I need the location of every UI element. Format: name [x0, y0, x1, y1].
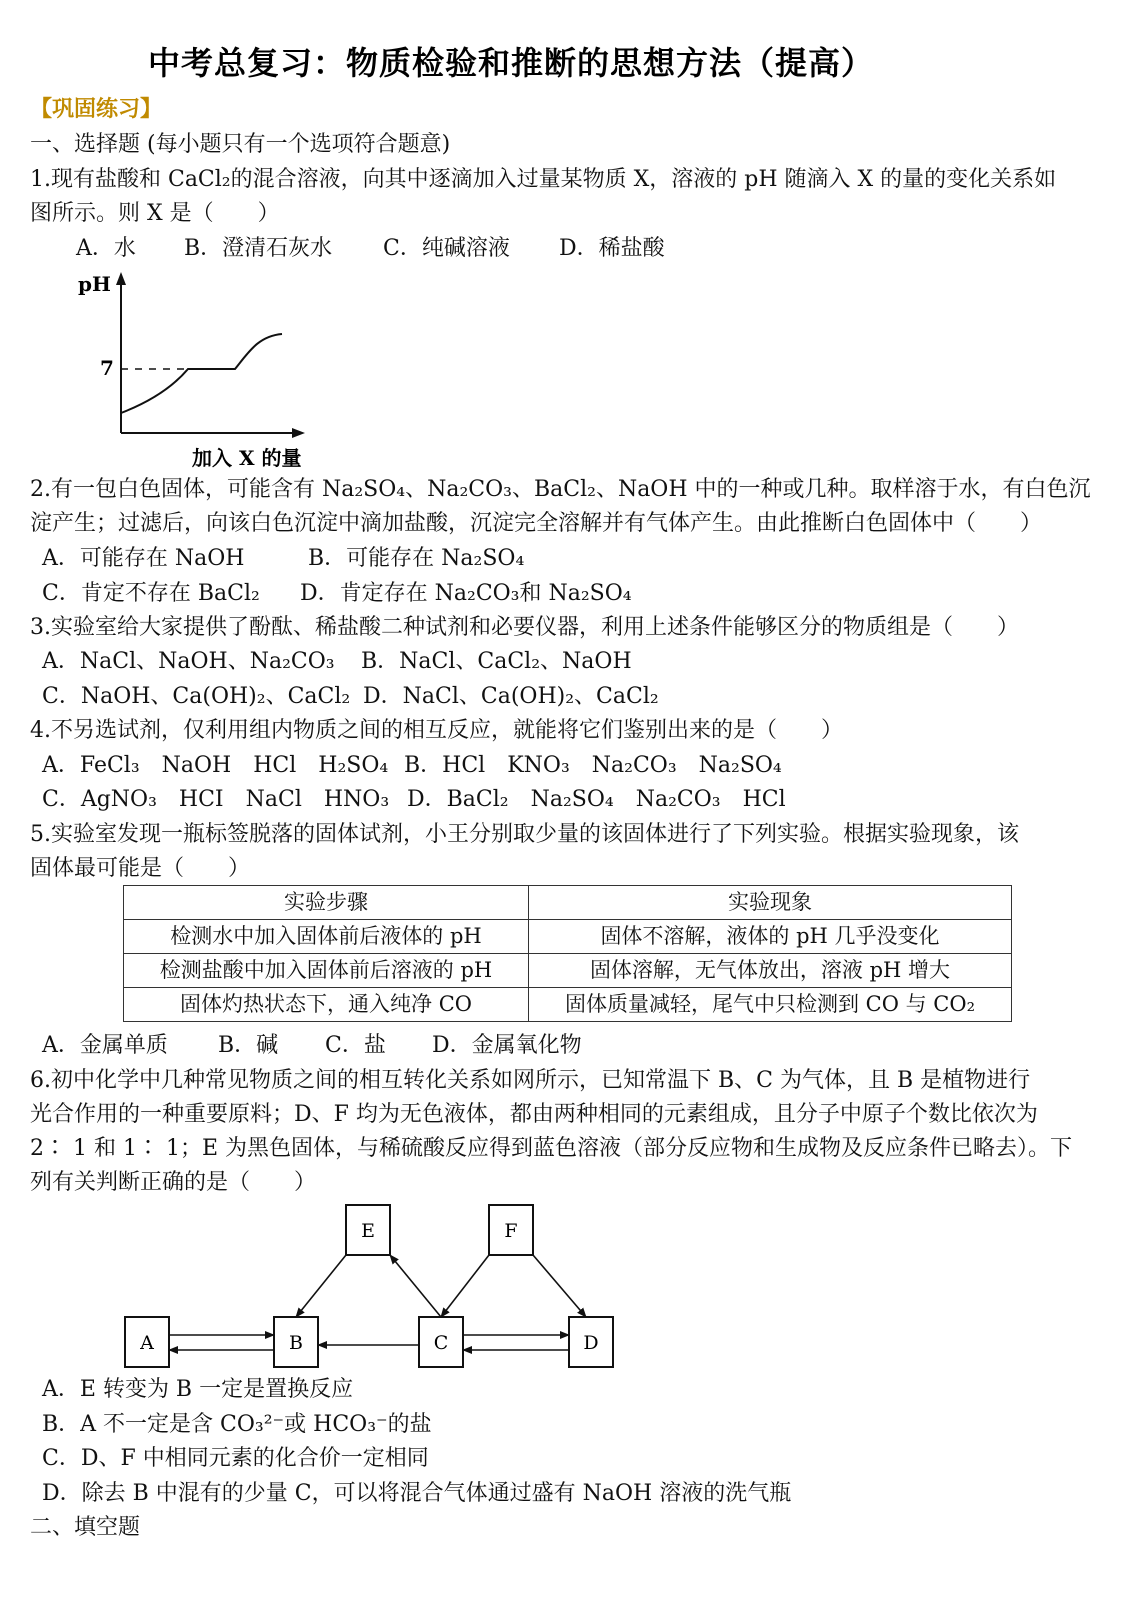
arrow-f-to-c: [441, 1255, 489, 1317]
arrow-f-to-d: [533, 1255, 586, 1317]
node-e-label: E: [361, 1220, 375, 1242]
node-d-label: D: [583, 1332, 599, 1354]
q4-option-d: D．BaCl₂ Na₂SO₄ Na₂CO₃ HCl: [407, 787, 786, 812]
q2-line2: 淀产生；过滤后，向该白色沉淀中滴加盐酸，沉淀完全溶解并有气体产生。由此推断白色固体中（ ）: [30, 511, 1043, 536]
y-axis-label: pH: [78, 272, 111, 296]
table-header-cell: 实验步骤: [124, 886, 529, 920]
table-row: [124, 988, 1012, 1022]
x-axis-arrow: [292, 428, 305, 438]
q1-option-b: B．澄清石灰水: [184, 236, 333, 261]
table-cell: 固体质量减轻，尾气中只检测到 CO 与 CO₂: [529, 988, 1012, 1022]
section-heading: 【巩固练习】: [30, 97, 163, 122]
node-a-label: A: [140, 1332, 154, 1354]
y-axis-arrow: [116, 272, 126, 285]
q3-option-d: D．NaCl、Ca(OH)₂、CaCl₂: [363, 684, 659, 709]
q2-option-c: C．肯定不存在 BaCl₂: [42, 581, 260, 606]
q1-option-c: C．纯碱溶液: [383, 236, 510, 261]
q3-option-b: B．NaCl、CaCl₂、NaOH: [361, 649, 632, 674]
table-cell: 固体灼热状态下，通入纯净 CO: [124, 988, 529, 1022]
node-c-label: C: [433, 1332, 449, 1354]
q6-line1: 6.初中化学中几种常见物质之间的相互转化关系如网所示，已知常温下 B、C 为气体，且 B 是植物进行: [30, 1068, 1031, 1093]
q6-line2: 光合作用的一种重要原料；D、F 均为无色液体，都由两种相同的元素组成，且分子中原子个数比依次为: [30, 1102, 1038, 1127]
q6-option-b: B．A 不一定是含 CO₃²⁻或 HCO₃⁻的盐: [42, 1412, 432, 1437]
table-cell: 固体溶解，无气体放出，溶液 pH 增大: [529, 954, 1012, 988]
q1-ph-chart: [70, 268, 330, 473]
q6-option-c: C．D、F 中相同元素的化合价一定相同: [42, 1446, 429, 1471]
q5-line2: 固体最可能是（ ）: [30, 856, 251, 881]
q6-line4: 列有关判断正确的是（ ）: [30, 1170, 317, 1195]
table-cell: 检测盐酸中加入固体前后溶液的 pH: [124, 954, 529, 988]
q4-option-c: C．AgNO₃ HCI NaCl HNO₃: [42, 787, 390, 812]
part2-heading: 二、填空题: [30, 1515, 141, 1540]
q5-option-b: B．碱: [218, 1033, 279, 1058]
q3-option-c: C．NaOH、Ca(OH)₂、CaCl₂: [42, 684, 351, 709]
ph-curve: [121, 334, 282, 413]
q5-experiment-table: [123, 885, 1012, 1022]
part1-heading: 一、选择题 (每小题只有一个选项符合题意): [30, 132, 451, 157]
table-cell: 固体不溶解，液体的 pH 几乎没变化: [529, 920, 1012, 954]
q6-option-a: A．E 转变为 B 一定是置换反应: [42, 1377, 354, 1402]
table-row: [124, 920, 1012, 954]
q2-option-a: A．可能存在 NaOH: [42, 546, 245, 571]
q2-option-b: B．可能存在 Na₂SO₄: [308, 546, 525, 571]
table-header-row: [124, 886, 1012, 920]
table-row: [124, 954, 1012, 988]
q3-line1: 3.实验室给大家提供了酚酞、稀盐酸二种试剂和必要仪器，利用上述条件能够区分的物质组是（ ）: [30, 615, 1019, 640]
q2-line1: 2.有一包白色固体，可能含有 Na₂SO₄、Na₂CO₃、BaCl₂、NaOH 中的一种或几种。取样溶于水，有白色沉: [30, 477, 1091, 502]
arrow-c-to-e: [390, 1255, 441, 1317]
q6-option-d: D．除去 B 中混有的少量 C，可以将混合气体通过盛有 NaOH 溶液的洗气瓶: [42, 1481, 792, 1506]
q4-option-a: A．FeCl₃ NaOH HCl H₂SO₄: [42, 753, 389, 778]
q2-option-d: D．肯定存在 Na₂CO₃和 Na₂SO₄: [300, 581, 632, 606]
node-f-label: F: [504, 1220, 518, 1242]
node-b-label: B: [289, 1332, 303, 1354]
q5-option-a: A．金属单质: [42, 1033, 168, 1058]
page-title: 中考总复习：物质检验和推断的思想方法（提高）: [148, 44, 875, 82]
ph7-tick-label: 7: [100, 356, 114, 380]
arrow-e-to-b: [296, 1255, 346, 1317]
q4-option-b: B．HCl KNO₃ Na₂CO₃ Na₂SO₄: [404, 753, 782, 778]
q5-line1: 5.实验室发现一瓶标签脱落的固体试剂，小王分别取少量的该固体进行了下列实验。根据实验现象，该: [30, 822, 1019, 847]
x-axis-label: 加入 X 的量: [192, 446, 302, 470]
q1-option-d: D．稀盐酸: [559, 236, 665, 261]
table-header-cell: 实验现象: [529, 886, 1012, 920]
q6-relation-diagram: [110, 1195, 630, 1380]
table-cell: 检测水中加入固体前后液体的 pH: [124, 920, 529, 954]
q3-option-a: A．NaCl、NaOH、Na₂CO₃: [42, 649, 335, 674]
q5-option-d: D．金属氧化物: [432, 1033, 582, 1058]
q4-line1: 4.不另选试剂，仅利用组内物质之间的相互反应，就能将它们鉴别出来的是（ ）: [30, 718, 843, 743]
q1-line1: 1.现有盐酸和 CaCl₂的混合溶液，向其中逐滴加入过量某物质 X，溶液的 pH 随滴入 X 的量的变化关系如: [30, 167, 1057, 192]
q1-option-a: A．水: [76, 236, 136, 261]
q6-line3: 2∶ 1 和 1∶ 1；E 为黑色固体，与稀硫酸反应得到蓝色溶液（部分反应物和生成物及反应条件已略去）。下: [30, 1136, 1073, 1161]
q5-option-c: C．盐: [325, 1033, 386, 1058]
q1-line2: 图所示。则 X 是（ ）: [30, 201, 280, 226]
